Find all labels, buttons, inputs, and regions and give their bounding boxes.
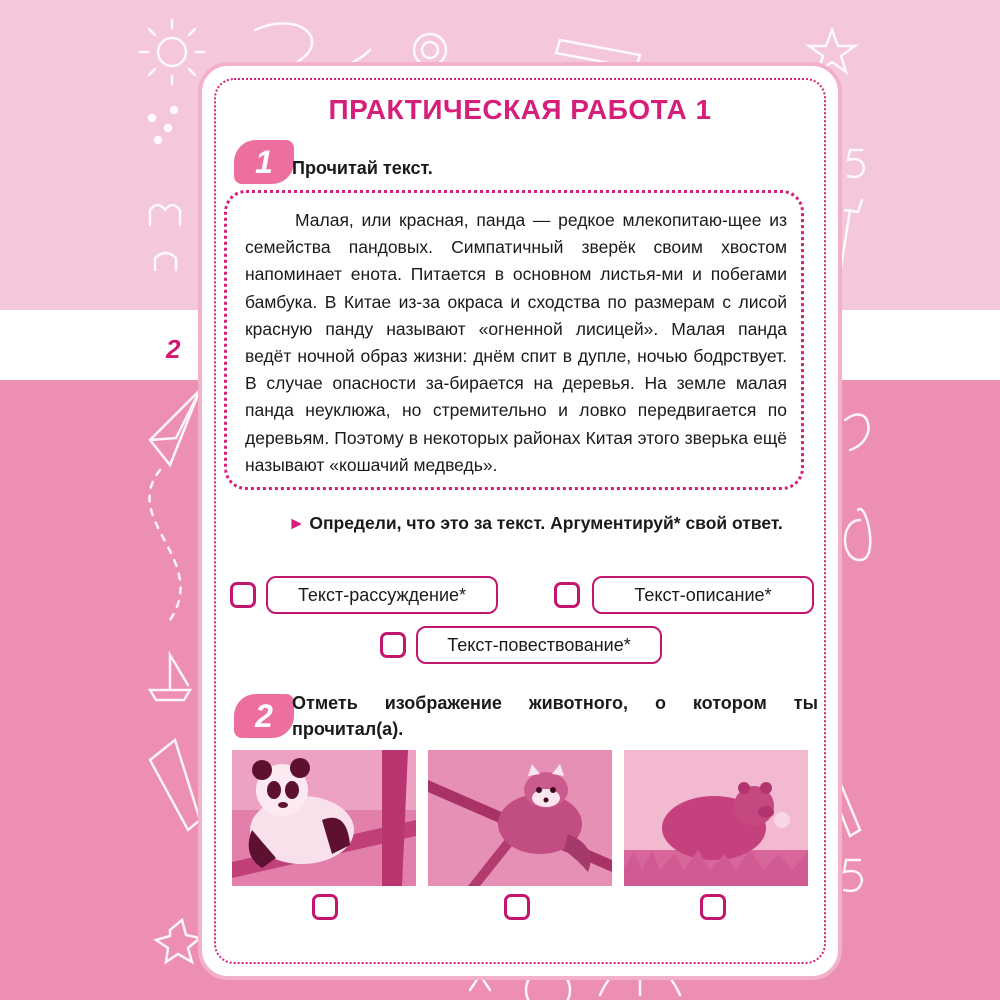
dots-doodle-icon <box>149 107 177 143</box>
option-narration-checkbox[interactable] <box>380 632 406 658</box>
task-1-question <box>288 510 816 536</box>
reading-line: щее из семейства пандовых. Симпатичный зверёк своим <box>245 210 788 258</box>
reading-line: по размерам с лисой красную панду называют «огненной <box>245 291 787 339</box>
option-narration-label: Текст-повествование* <box>416 626 662 664</box>
sun-doodle-icon <box>140 20 204 84</box>
brush-doodle-icon <box>836 200 862 300</box>
page-title: ПРАКТИЧЕСКАЯ РАБОТА 1 <box>328 94 712 125</box>
photo-giant-panda <box>232 750 416 886</box>
task-1-number-badge: 1 <box>234 140 294 184</box>
five-right-doodle-icon <box>844 860 862 891</box>
task-1-question-text: Определи, что это за текст. Аргументируй* свой ответ. <box>309 513 783 533</box>
task-2-title: Отметь изображение животного, о котором ты прочитал(а). <box>292 693 818 739</box>
reading-line: Поэтому в некоторых районах Китая этого зверька ещё <box>334 427 787 448</box>
photo-giant-panda-checkbox[interactable] <box>312 894 338 920</box>
option-description-label: Текст-описание* <box>592 576 814 614</box>
ruler-doodle-icon <box>556 40 640 68</box>
option-description-checkbox[interactable] <box>554 582 580 608</box>
option-reasoning-label: Текст-рассуждение* <box>266 576 498 614</box>
reading-line: лисицей». Малая панда ведёт ночной образ жизни: днём <box>245 318 787 367</box>
flower-doodle-icon <box>156 920 200 962</box>
pencil-doodle-icon <box>150 740 200 830</box>
photo-red-panda-checkbox[interactable] <box>504 894 530 920</box>
m-letter-doodle-icon <box>150 205 180 225</box>
task-1-title: Прочитай текст. <box>292 158 433 178</box>
option-reasoning-checkbox[interactable] <box>230 582 256 608</box>
paper-plane-icon <box>150 390 200 465</box>
reading-text <box>245 207 787 479</box>
music-note-icon <box>845 509 870 560</box>
reading-line: бирается на деревья. На земле малая панда неуклюжа, <box>245 373 788 421</box>
dashed-trail-doodle-icon <box>149 470 180 620</box>
reading-text-box <box>224 190 804 490</box>
reading-line: ми и побегами бамбука. В Китае из-за окраса и сходства <box>245 264 787 312</box>
worksheet-card <box>202 66 838 976</box>
spiral-doodle-icon <box>414 34 446 66</box>
swirl-doodle-icon <box>255 23 370 72</box>
sailboat-doodle-icon <box>150 655 190 700</box>
task-2-number-badge: 2 <box>234 694 294 738</box>
photo-bear-cub-checkbox[interactable] <box>700 894 726 920</box>
swirl-right-doodle-icon <box>845 414 869 450</box>
five-doodle-icon <box>848 150 864 177</box>
arrow-icon: ► <box>288 513 306 533</box>
reading-line: Малая, или красная, панда — редкое млекопитаю- <box>295 210 728 230</box>
photo-red-panda <box>428 750 612 886</box>
reading-line: называют «кошачий медведь». <box>245 454 498 475</box>
photo-bear-cub <box>624 750 808 886</box>
reading-line: хвостом напоминает енота. Питается в основном листья- <box>245 237 787 285</box>
reading-line: но стремительно и ловко передвигается по деревьям. <box>245 400 787 448</box>
page-number: 2 <box>166 334 181 364</box>
n-letter-doodle-icon <box>155 253 176 270</box>
reading-line: спит в дупле, ночью бодрствует. В случае опасности за- <box>245 346 787 394</box>
